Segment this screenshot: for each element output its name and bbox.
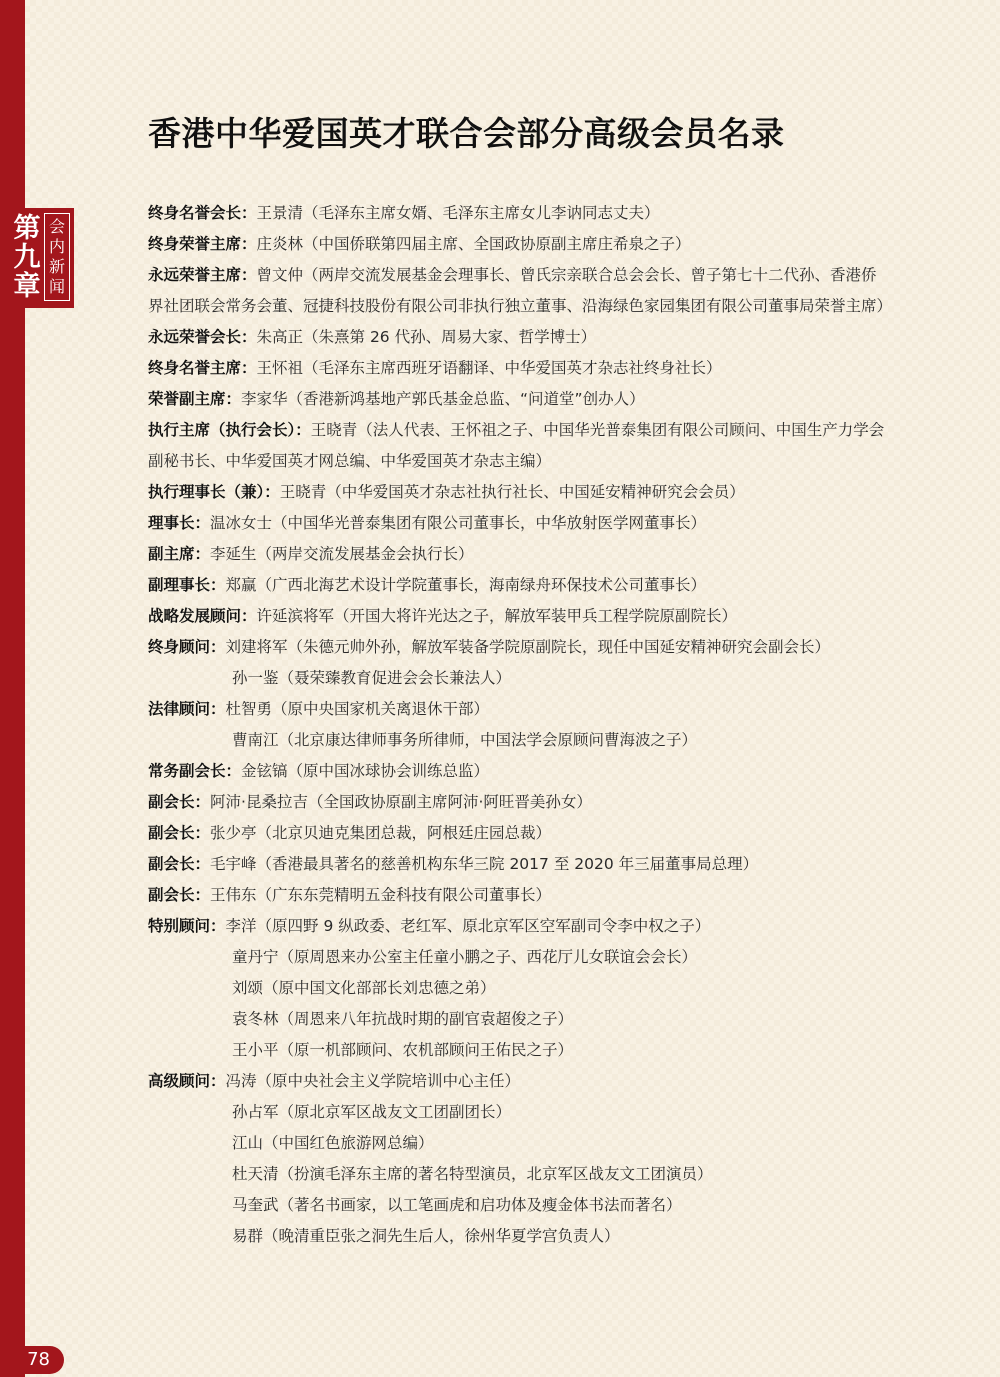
section-char: 闻: [48, 277, 65, 296]
entry-text: 王景清（毛泽东主席女婿、毛泽东主席女儿李讷同志丈夫）: [256, 204, 660, 222]
entry-label: 战略发展顾问：: [148, 607, 257, 625]
entry-label: 常务副会长：: [148, 762, 242, 780]
member-entry: [148, 415, 888, 477]
chapter-char: 九: [13, 242, 41, 273]
member-entry: [148, 694, 888, 725]
entry-label: 特别顾问：: [148, 917, 226, 935]
entry-text: 冯涛（原中央社会主义学院培训中心主任）: [225, 1072, 521, 1090]
entry-text: 张少亭（北京贝迪克集团总裁，阿根廷庄园总裁）: [210, 824, 552, 842]
member-entry: [148, 570, 888, 601]
section-char: 内: [48, 237, 65, 256]
entry-text: 阿沛·昆桑拉吉（全国政协原副主席阿沛·阿旺晋美孙女）: [210, 793, 592, 811]
entry-text: 李家华（香港新鸿基地产郭氏基金总监、“问道堂”创办人）: [241, 390, 645, 408]
member-entry: [148, 632, 888, 663]
chapter-number: [12, 214, 42, 301]
member-entry: [148, 260, 893, 322]
entry-text: 王怀祖（毛泽东主席西班牙语翻译、中华爱国英才杂志社终身社长）: [256, 359, 722, 377]
entry-text: 孙占军（原北京军区战友文工团副团长）: [232, 1103, 512, 1121]
entry-label: 副会长：: [148, 886, 211, 904]
entry-label: 终身名誉会长：: [148, 204, 257, 222]
member-entry: [148, 663, 888, 694]
entry-text: 李洋（原四野 9 纵政委、老红军、原北京军区空军副司令李中权之子）: [225, 917, 711, 935]
entry-text: 金铉镐（原中国冰球协会训练总监）: [241, 762, 490, 780]
entry-label: 副会长：: [148, 824, 211, 842]
member-entry: [148, 322, 888, 353]
member-entry: [148, 1190, 888, 1221]
member-entry: [148, 477, 888, 508]
member-entry: [148, 725, 888, 756]
member-entry: [148, 942, 888, 973]
member-entry: [148, 384, 888, 415]
page-title: 香港中华爱国英才联合会部分高级会员名录: [148, 114, 785, 153]
member-entry: [148, 1128, 888, 1159]
entry-text: 刘建将军（朱德元帅外孙，解放军装备学院原副院长，现任中国延安精神研究会副会长）: [225, 638, 831, 656]
entry-text: 王伟东（广东东莞精明五金科技有限公司董事长）: [210, 886, 552, 904]
chapter-section-name: [44, 213, 70, 301]
member-entry: [148, 198, 888, 229]
entry-text: 王晓青（法人代表、王怀祖之子、中国华光普泰集团有限公司顾问、中国生产力学会副秘书长、中华爱国英才网总编、中华爱国英才杂志主编）: [148, 421, 885, 470]
section-char: 新: [48, 257, 65, 276]
entry-text: 杜智勇（原中央国家机关离退休干部）: [225, 700, 490, 718]
entry-text: 江山（中国红色旅游网总编）: [232, 1134, 434, 1152]
entry-text: 毛宇峰（香港最具著名的慈善机构东华三院 2017 至 2020 年三届董事局总理）: [210, 855, 759, 873]
member-entry: [148, 787, 888, 818]
entry-text: 李延生（两岸交流发展基金会执行长）: [210, 545, 474, 563]
left-red-bar: [0, 0, 25, 1377]
member-entry: [148, 1097, 888, 1128]
entry-label: 终身顾问：: [148, 638, 226, 656]
entry-text: 庄炎林（中国侨联第四届主席、全国政协原副主席庄希泉之子）: [256, 235, 691, 253]
member-entry: [148, 911, 888, 942]
entry-label: 荣誉副主席：: [148, 390, 242, 408]
entry-label: 理事长：: [148, 514, 211, 532]
entry-text: 朱高正（朱熹第 26 代孙、周易大家、哲学博士）: [256, 328, 597, 346]
entry-text: 郑赢（广西北海艺术设计学院董事长，海南绿舟环保技术公司董事长）: [225, 576, 707, 594]
entry-label: 法律顾问：: [148, 700, 226, 718]
member-entry: [148, 1066, 888, 1097]
entry-label: 执行主席（执行会长）：: [148, 421, 311, 439]
entry-text: 马奎武（著名书画家，以工笔画虎和启功体及瘦金体书法而著名）: [232, 1196, 682, 1214]
entry-label: 副会长：: [148, 793, 211, 811]
member-entry: [148, 880, 888, 911]
entry-label: 副主席：: [148, 545, 211, 563]
entry-text: 王晓青（中华爱国英才杂志社执行社长、中国延安精神研究会会员）: [279, 483, 745, 501]
member-entry: [148, 508, 888, 539]
member-entry: [148, 601, 888, 632]
entry-text: 童丹宁（原周恩来办公室主任童小鹏之子、西花厅儿女联谊会会长）: [232, 948, 698, 966]
chapter-char: 第: [13, 213, 41, 244]
entry-text: 孙一鉴（聂荣臻教育促进会会长兼法人）: [232, 669, 512, 687]
page-number: 78: [0, 1346, 64, 1374]
member-entry: [148, 539, 888, 570]
section-char: 会: [48, 217, 65, 236]
entry-label: 高级顾问：: [148, 1072, 226, 1090]
entry-label: 执行理事长（兼）：: [148, 483, 280, 501]
entry-text: 曹南江（北京康达律师事务所律师，中国法学会原顾问曹海波之子）: [232, 731, 698, 749]
member-entry: [148, 973, 888, 1004]
entry-text: 许延滨将军（开国大将许光达之子，解放军装甲兵工程学院原副院长）: [256, 607, 738, 625]
member-entry: [148, 229, 888, 260]
entry-text: 温冰女士（中国华光普泰集团有限公司董事长，中华放射医学网董事长）: [210, 514, 707, 532]
entry-label: 永远荣誉会长：: [148, 328, 257, 346]
member-entry: [148, 1159, 888, 1190]
entry-label: 副会长：: [148, 855, 211, 873]
member-entry: [148, 849, 888, 880]
entry-label: 副理事长：: [148, 576, 226, 594]
chapter-char: 章: [13, 271, 41, 302]
member-entry: [148, 818, 888, 849]
entry-text: 杜天清（扮演毛泽东主席的著名特型演员，北京军区战友文工团演员）: [232, 1165, 713, 1183]
entry-text: 易群（晚清重臣张之洞先生后人，徐州华夏学宫负责人）: [232, 1227, 620, 1245]
entry-text: 刘颂（原中国文化部部长刘忠德之弟）: [232, 979, 496, 997]
entry-label: 永远荣誉主席：: [148, 266, 257, 284]
member-entry: [148, 1004, 888, 1035]
entry-text: 袁冬林（周恩来八年抗战时期的副官袁超俊之子）: [232, 1010, 574, 1028]
entry-text: 王小平（原一机部顾问、农机部顾问王佑民之子）: [232, 1041, 574, 1059]
member-entry: [148, 1221, 888, 1252]
entry-text: 曾文仲（两岸交流发展基金会理事长、曾氏宗亲联合总会会长、曾子第七十二代孙、香港侨界社团联会常务会董、冠捷科技股份有限公司非执行独立董事、沿海绿色家园集团有限公司董事局荣誉主席）: [148, 266, 893, 315]
member-entry: [148, 353, 888, 384]
member-entry: [148, 756, 888, 787]
member-list: [148, 198, 893, 1252]
entry-label: 终身名誉主席：: [148, 359, 257, 377]
entry-label: 终身荣誉主席：: [148, 235, 257, 253]
member-entry: [148, 1035, 888, 1066]
